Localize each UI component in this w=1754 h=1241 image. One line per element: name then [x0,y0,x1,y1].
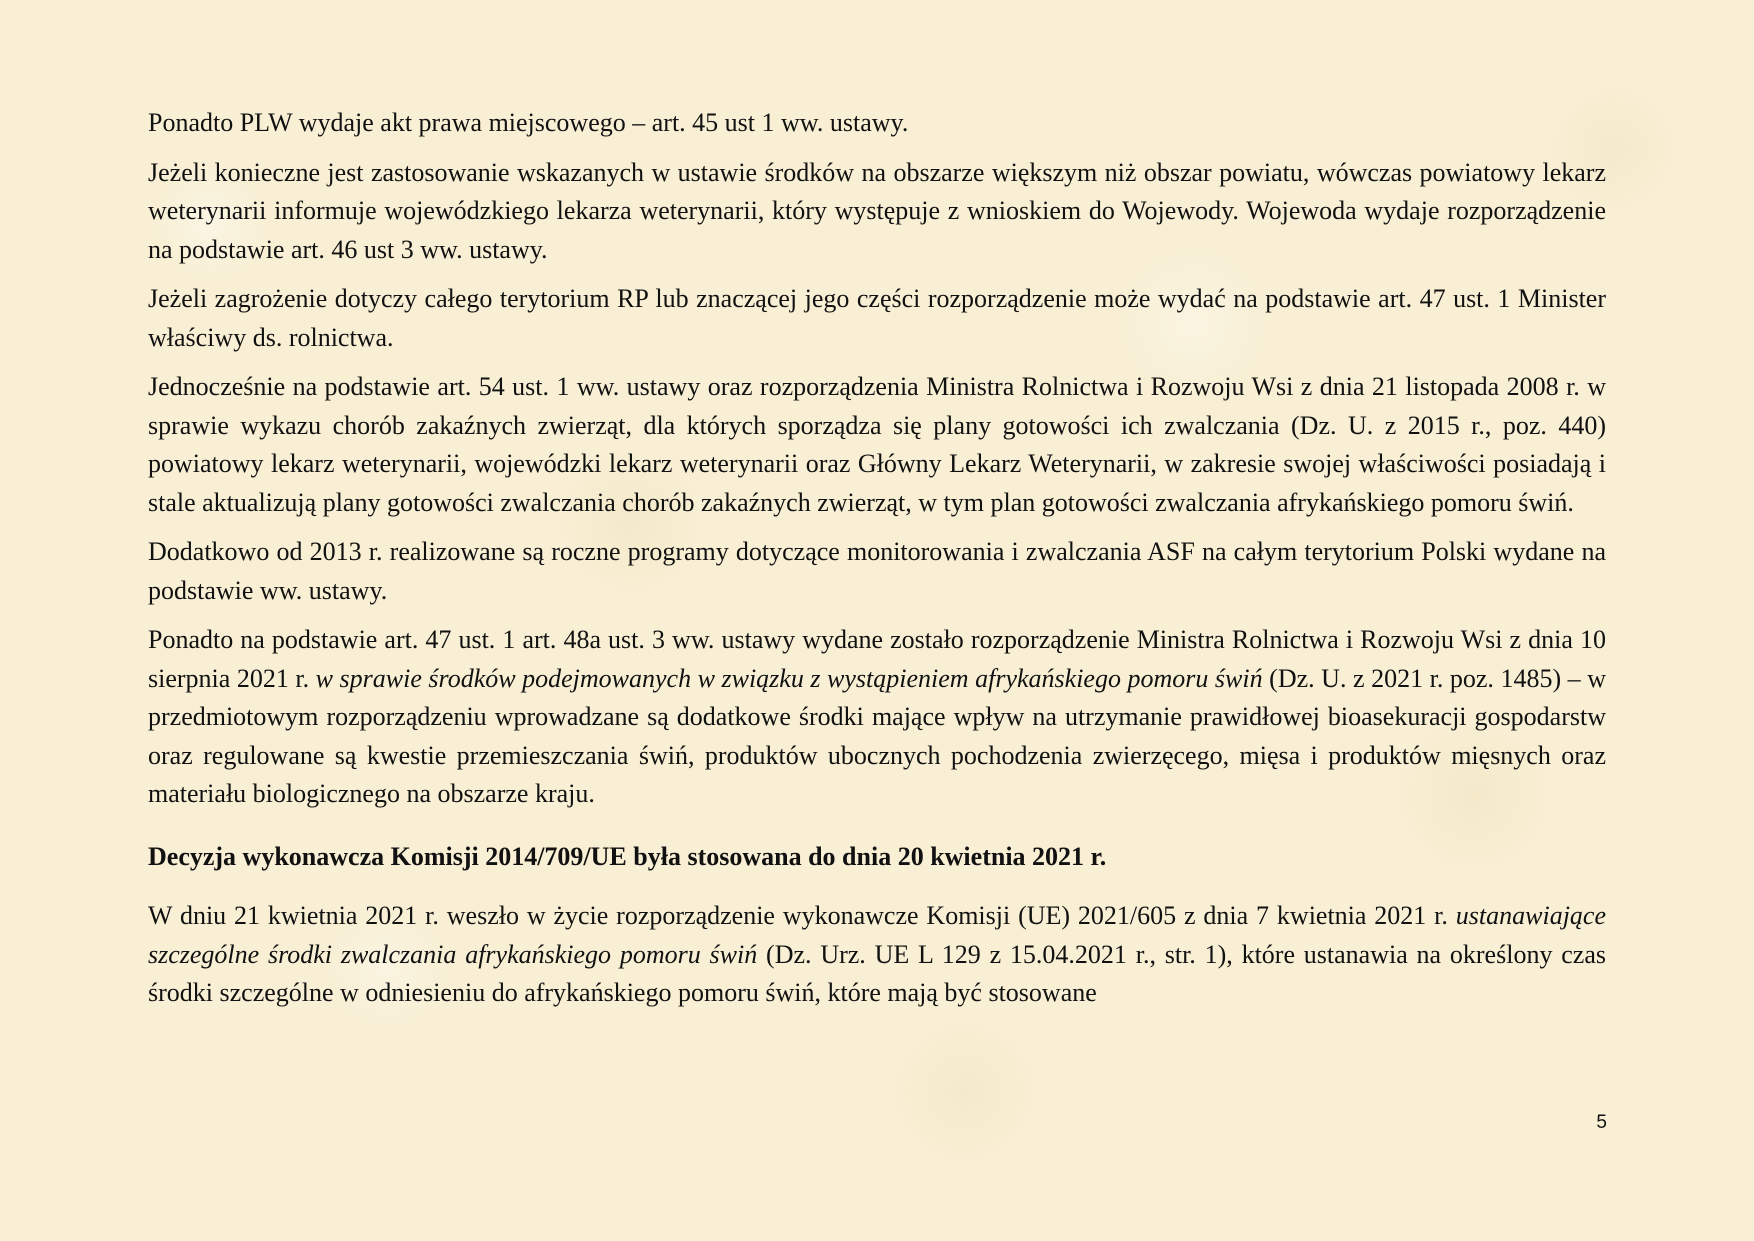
paragraph-eu-regulation [148,897,1606,1013]
paragraph-text-end: (Dz. Urz. UE L 129 z 15.04.2021 r., str. 1), które ustanawia na określony czas środki szczególne w odniesieniu do afrykańskiego pomoru świń, które mają być stosowane [148,939,1606,1007]
paragraph-preparedness-plans: Jednocześnie na podstawie art. 54 ust. 1 ww. ustawy oraz rozporządzenia Ministra Rolnictwa i Rozwoju Wsi z dnia 21 listopada 2008 r. w sprawie wykazu chorób zakaźnych zwierząt, dla których sporządza się plany gotowości ich zwalczania (Dz. U. z 2015 r., poz. 440) powiatowy lekarz weterynarii, wojewódzki lekarz weterynarii oraz Główny Lekarz Weterynarii, w zakresie swojej właściwości posiadają i stale aktualizują plany gotowości zwalczania chorób zakaźnych zwierząt, w tym plan gotowości zwalczania afrykańskiego pomoru świń. [148,372,1606,517]
page-number: 5 [1596,1112,1607,1133]
paragraph-text-end: (Dz. U. z 2021 r. poz. 1485) – w przedmiotowym rozporządzeniu wprowadzane są dodatkowe środki mające wpływ na utrzymanie prawidłowej bioasekuracji gospodarstw oraz regulowane są kwestie przemieszczania świń, produktów ubocznych pochodzenia zwierzęcego, mięsa i produktów mięsnych oraz materiału biologicznego na obszarze kraju. [148,663,1606,808]
regulation-title-italic: w sprawie środków podejmowanych w związku z wystąpieniem afrykańskiego pomoru świń [315,663,1263,693]
paragraph-minister-regulation: Jeżeli zagrożenie dotyczy całego terytorium RP lub znaczącej jego części rozporządzenie może wydać na podstawie art. 47 ust. 1 Minister właściwy ds. rolnictwa. [148,284,1606,352]
paragraph-ministerial-regulation-2021 [148,621,1606,814]
paragraph-text-start: W dniu 21 kwietnia 2021 r. weszło w życie rozporządzenie wykonawcze Komisji (UE) 2021/605 z dnia 7 kwietnia 2021 r. [148,901,1456,930]
section-heading: Decyzja wykonawcza Komisji 2014/709/UE była stosowana do dnia 20 kwietnia 2021 r. [148,841,1107,871]
regulation-title-italic: ustanawiające szczególne środki zwalczania afrykańskiego pomoru świń [148,901,1606,969]
paragraph-annual-programs: Dodatkowo od 2013 r. realizowane są roczne programy dotyczące monitorowania i zwalczania ASF na całym terytorium Polski wydane na podstawie ww. ustawy. [148,537,1606,605]
paragraph-voivode-regulation: Jeżeli konieczne jest zastosowanie wskazanych w ustawie środków na obszarze większym niż obszar powiatu, wówczas powiatowy lekarz weterynarii informuje wojewódzkiego lekarza weterynarii, który występuje z wnioskiem do Wojewody. Wojewoda wydaje rozporządzenie na podstawie art. 46 ust 3 ww. ustawy. [148,157,1606,264]
document-body [148,104,1606,1024]
paragraph-plw-act: Ponadto PLW wydaje akt prawa miejscowego – art. 45 ust 1 ww. ustawy. [148,108,909,137]
paragraph-text-start: Ponadto na podstawie art. 47 ust. 1 art. 48a ust. 3 ww. ustawy wydane zostało rozporządzenie Ministra Rolnictwa i Rozwoju Wsi z dnia 10 sierpnia 2021 r. [148,625,1606,693]
